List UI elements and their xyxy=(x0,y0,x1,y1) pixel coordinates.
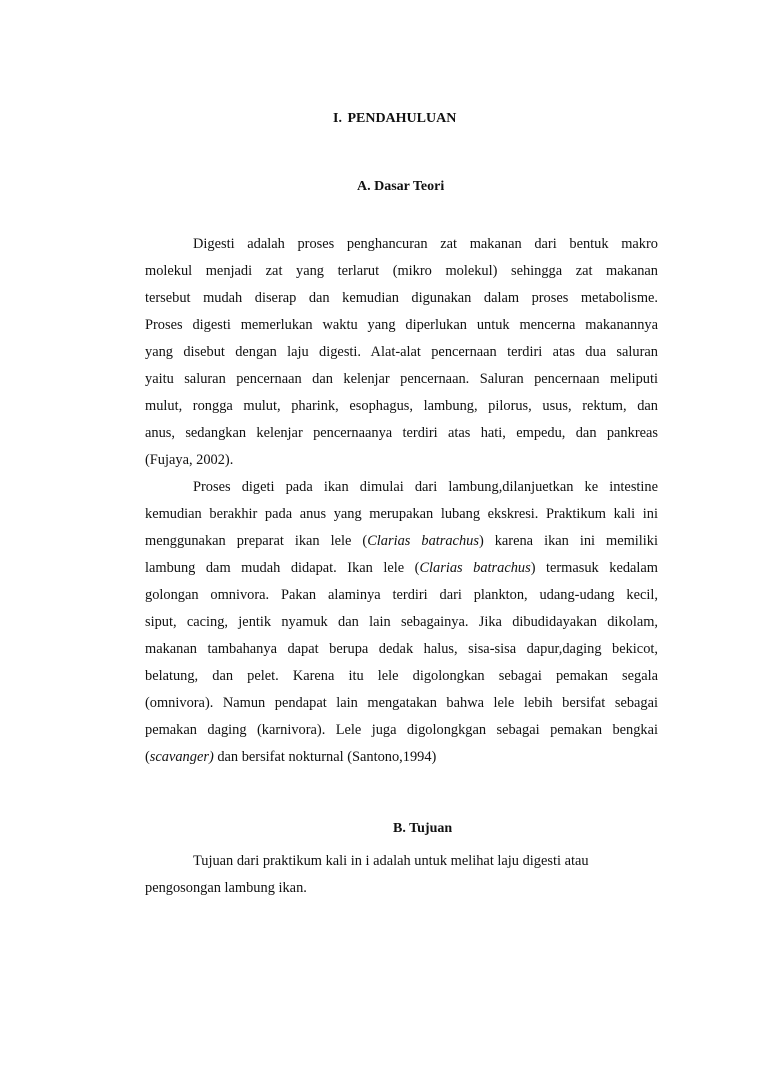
paragraph-line: kemudian berakhir pada anus yang merupakan lubang ekskresi. Praktikum kali ini xyxy=(145,506,658,522)
paragraph-line: mulut, rongga mulut, pharink, esophagus, lambung, pilorus, usus, rektum, dan xyxy=(145,398,658,414)
paragraph-line: Tujuan dari praktikum kali in i adalah untuk melihat laju digesti atau xyxy=(193,853,589,869)
species-name: Clarias batrachus xyxy=(419,560,531,576)
paragraph-line: Proses digeti pada ikan dimulai dari lambung,dilanjuetkan ke intestine xyxy=(193,479,658,495)
section-a-title: A. Dasar Teori xyxy=(357,179,445,194)
paragraph-line: (Fujaya, 2002). xyxy=(145,452,234,468)
paragraph-line: yang disebut dengan laju digesti. Alat-alat pencernaan terdiri atas dua saluran xyxy=(145,344,658,360)
paragraph-line: pengosongan lambung ikan. xyxy=(145,880,307,896)
paragraph-line: pemakan daging (karnivora). Lele juga digolongkgan sebagai pemakan bengkai xyxy=(145,722,658,738)
text-span: ) termasuk kedalam xyxy=(530,560,658,576)
text-span: ) karena ikan ini memiliki xyxy=(478,533,658,549)
text-span: dan bersifat nokturnal (Santono,1994) xyxy=(213,749,437,765)
text-span: lambung dam mudah didapat. Ikan lele ( xyxy=(145,560,420,576)
text-span: menggunakan preparat ikan lele ( xyxy=(145,533,368,549)
paragraph-line: Proses digesti memerlukan waktu yang diperlukan untuk mencerna makanannya xyxy=(145,317,658,333)
paragraph-line: siput, cacing, jentik nyamuk dan lain sebagainya. Jika dibudidayakan dikolam, xyxy=(145,614,658,630)
term-italic: scavanger) xyxy=(149,749,214,765)
paragraph-line: tersebut mudah diserap dan kemudian digunakan dalam proses metabolisme. xyxy=(145,290,658,306)
paragraph-line: molekul menjadi zat yang terlarut (mikro molekul) sehingga zat makanan xyxy=(145,263,658,279)
paragraph-line: makanan tambahanya dapat berupa dedak halus, sisa-sisa dapur,daging bekicot, xyxy=(145,641,658,657)
paragraph-line: Digesti adalah proses penghancuran zat makanan dari bentuk makro xyxy=(193,236,658,252)
paragraph-line: anus, sedangkan kelenjar pencernaanya terdiri atas hati, empedu, dan pankreas xyxy=(145,425,658,441)
paragraph-line xyxy=(145,748,658,766)
species-name: Clarias batrachus xyxy=(367,533,479,549)
paragraph-line: yaitu saluran pencernaan dan kelenjar pencernaan. Saluran pencernaan meliputi xyxy=(145,371,658,387)
paragraph-line xyxy=(145,532,658,550)
chapter-title: I. PENDAHULUAN xyxy=(333,111,457,126)
paragraph-line: (omnivora). Namun pendapat lain mengatakan bahwa lele lebih bersifat sebagai xyxy=(145,695,658,711)
text-span: ( xyxy=(145,749,150,765)
paragraph-line: belatung, dan pelet. Karena itu lele digolongkan sebagai pemakan segala xyxy=(145,668,658,684)
section-b-title: B. Tujuan xyxy=(393,821,453,836)
paragraph-line xyxy=(145,559,658,577)
paragraph-line: golongan omnivora. Pakan alaminya terdiri dari plankton, udang-udang kecil, xyxy=(145,587,658,603)
